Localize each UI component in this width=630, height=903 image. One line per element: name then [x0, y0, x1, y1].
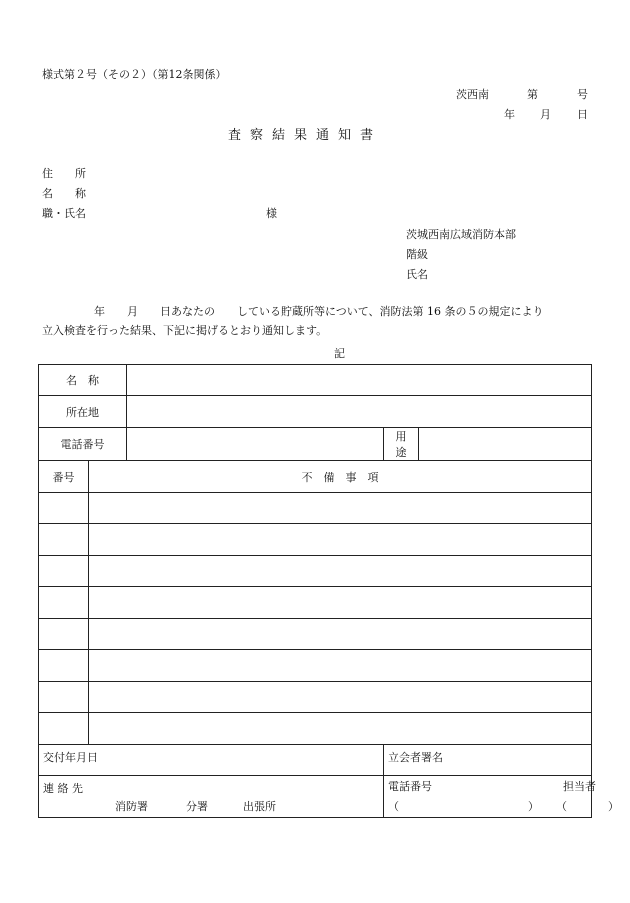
contact-row — [39, 776, 592, 818]
deficiency-row — [39, 713, 592, 745]
deficiency-item-cell[interactable] — [89, 556, 592, 587]
facility-name-label: 名 称 — [39, 365, 127, 396]
deficiency-row — [39, 682, 592, 713]
name-row — [39, 365, 592, 396]
date-year: 年 — [504, 108, 515, 121]
body-line-1: 年 月 日あなたの している貯蔵所等について、消防法第 16 条の５の規定により — [94, 305, 544, 318]
honorific: 様 — [266, 207, 277, 220]
purpose-field[interactable] — [419, 428, 592, 461]
issuer-org: 茨城西南広域消防本部 — [406, 228, 516, 241]
phone-label: 電話番号 — [39, 428, 127, 461]
phone-purpose-row — [39, 428, 592, 461]
date-month: 月 — [540, 108, 551, 121]
issue-date-cell[interactable] — [39, 745, 384, 776]
date-day: 日 — [577, 108, 588, 121]
title-name-label: 職・氏名 — [42, 207, 86, 220]
deficiency-row — [39, 524, 592, 556]
deficiency-item-cell[interactable] — [89, 493, 592, 524]
location-row — [39, 396, 592, 428]
location-label: 所在地 — [39, 396, 127, 428]
deficiency-row — [39, 619, 592, 650]
body-line-2: 立入検査を行った結果、下記に掲げるとおり通知します。 — [42, 324, 328, 337]
phone-paren-close: ） — [528, 800, 539, 813]
deficiency-header-row — [39, 461, 592, 493]
deficiency-item-cell[interactable] — [89, 619, 592, 650]
phone-field[interactable] — [127, 428, 384, 461]
deficiency-number-cell[interactable] — [39, 493, 89, 524]
deficiency-header: 不 備 事 項 — [89, 461, 592, 493]
inspection-table — [38, 364, 619, 818]
issue-date-row — [39, 745, 592, 776]
issue-date-label: 交付年月日 — [43, 751, 98, 764]
deficiency-row — [39, 493, 592, 524]
witness-signature-cell[interactable] — [384, 745, 592, 776]
deficiency-item-cell[interactable] — [89, 587, 592, 619]
witness-signature-label: 立会者署名 — [388, 751, 443, 764]
phone-paren-open: （ — [388, 800, 399, 813]
issuer-rank-label: 階級 — [406, 248, 428, 261]
deficiency-number-cell[interactable] — [39, 650, 89, 682]
issuer-name-label: 氏名 — [406, 268, 428, 281]
address-label: 住 所 — [42, 167, 86, 180]
branch-label: 分署 — [186, 800, 208, 813]
deficiency-number-cell[interactable] — [39, 713, 89, 745]
contact-phone-cell[interactable] — [384, 776, 619, 818]
contact-label: 連 絡 先 — [43, 782, 83, 795]
person-paren-close: ） — [608, 800, 619, 813]
deficiency-row — [39, 650, 592, 682]
deficiency-number-cell[interactable] — [39, 587, 89, 619]
reference-go: 号 — [577, 88, 588, 101]
deficiency-item-cell[interactable] — [89, 682, 592, 713]
deficiency-number-cell[interactable] — [39, 556, 89, 587]
deficiency-item-cell[interactable] — [89, 524, 592, 556]
facility-name-field[interactable] — [127, 365, 592, 396]
number-header: 番号 — [39, 461, 89, 493]
fire-station-label: 消防署 — [115, 800, 148, 813]
reference-prefix: 茨西南 — [456, 88, 489, 101]
name-label: 名 称 — [42, 187, 86, 200]
deficiency-item-cell[interactable] — [89, 713, 592, 745]
deficiency-row — [39, 587, 592, 619]
contact-cell[interactable] — [39, 776, 384, 818]
deficiency-number-cell[interactable] — [39, 682, 89, 713]
deficiency-number-cell[interactable] — [39, 619, 89, 650]
reference-dai: 第 — [527, 88, 538, 101]
purpose-label: 用 途 — [384, 428, 419, 461]
form-number: 様式第２号（その２）（第12条関係） — [42, 68, 227, 81]
deficiency-number-cell[interactable] — [39, 524, 89, 556]
location-field[interactable] — [127, 396, 592, 428]
outpost-label: 出張所 — [243, 800, 276, 813]
deficiency-item-cell[interactable] — [89, 650, 592, 682]
document-title: 査察結果通知書 — [228, 128, 383, 143]
contact-phone-label: 電話番号 — [388, 780, 432, 793]
ki-label: 記 — [334, 347, 345, 360]
person-in-charge-label: 担当者 — [563, 780, 596, 793]
deficiency-row — [39, 556, 592, 587]
person-paren-open: （ — [556, 800, 567, 813]
